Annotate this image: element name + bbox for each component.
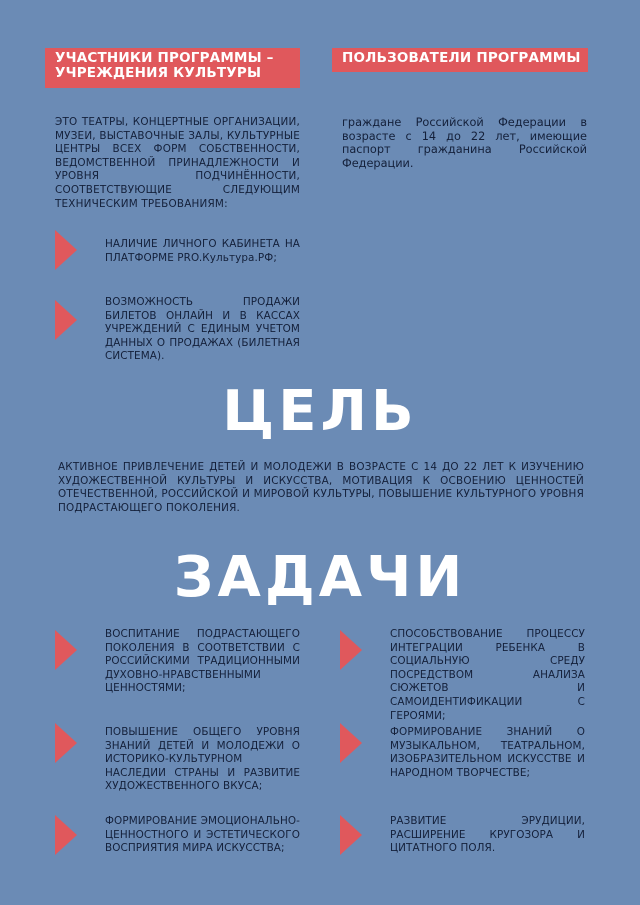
- participants-description: ЭТО ТЕАТРЫ, КОНЦЕРТНЫЕ ОРГАНИЗАЦИИ, МУЗЕИ, ВЫСТАВОЧНЫЕ ЗАЛЫ, КУЛЬТУРНЫЕ ЦЕНТРЫ ВСЕХ ФОРМ СОБСТВЕННОСТИ, ВЕДОМСТВЕННОЙ ПРИНАДЛЕЖНОСТИ И УРОВНЯ ПОДЧИНЁННОСТИ, СООТВЕТСТВУЮЩИЕ СЛЕДУЮЩИМ ТЕХНИЧЕСКИМ ТРЕБОВАНИЯМ:: [55, 116, 300, 210]
- task-item: СПОСОБСТВОВАНИЕ ПРОЦЕССУ ИНТЕГРАЦИИ РЕБЕНКА В СОЦИАЛЬНУЮ СРЕДУ ПОСРЕДСТВОМ АНАЛИЗА СЮЖЕТОВ И САМОИДЕНТИФИКАЦИИ С ГЕРОЯМИ;: [390, 628, 585, 722]
- task-item: ФОРМИРОВАНИЕ ЭМОЦИОНАЛЬНО-ЦЕННОСТНОГО И ЭСТЕТИЧЕСКОГО ВОСПРИЯТИЯ МИРА ИСКУССТВА;: [105, 815, 300, 855]
- task-item: ФОРМИРОВАНИЕ ЗНАНИЙ О МУЗЫКАЛЬНОМ, ТЕАТРАЛЬНОМ, ИЗОБРАЗИТЕЛЬНОМ ИСКУССТВЕ И НАРОДНОМ ТВОРЧЕСТВЕ;: [390, 726, 585, 779]
- participants-title: [45, 48, 300, 88]
- task-item: ПОВЫШЕНИЕ ОБЩЕГО УРОВНЯ ЗНАНИЙ ДЕТЕЙ И МОЛОДЕЖИ О ИСТОРИКО-КУЛЬТУРНОМ НАСЛЕДИИ СТРАНЫ И РАЗВИТИЕ ХУДОЖЕСТВЕННОГО ВКУСА;: [105, 726, 300, 793]
- arrow-bullet-icon: [340, 723, 362, 763]
- arrow-bullet-icon: [55, 300, 77, 340]
- arrow-bullet-icon: [340, 630, 362, 670]
- requirement-item: ВОЗМОЖНОСТЬ ПРОДАЖИ БИЛЕТОВ ОНЛАЙН И В КАССАХ УЧРЕЖДЕНИЙ С ЕДИНЫМ УЧЕТОМ ДАННЫХ О ПРОДАЖАХ (БИЛЕТНАЯ СИСТЕМА).: [105, 296, 300, 363]
- participants-title-line2: УЧРЕЖДЕНИЯ КУЛЬТУРЫ: [55, 65, 262, 81]
- users-description: граждане Российской Федерации в возрасте с 14 до 22 лет, имеющие паспорт гражданина Российской Федерации.: [342, 116, 587, 170]
- task-item: РАЗВИТИЕ ЭРУДИЦИИ, РАСШИРЕНИЕ КРУГОЗОРА И ЦИТАТНОГО ПОЛЯ.: [390, 815, 585, 855]
- arrow-bullet-icon: [340, 815, 362, 855]
- arrow-bullet-icon: [55, 815, 77, 855]
- participants-title-line1: УЧАСТНИКИ ПРОГРАММЫ –: [55, 50, 274, 66]
- task-item: ВОСПИТАНИЕ ПОДРАСТАЮЩЕГО ПОКОЛЕНИЯ В СООТВЕТСТВИИ С РОССИЙСКИМИ ТРАДИЦИОННЫМИ ДУХОВНО-НРАВСТВЕННЫМИ ЦЕННОСТЯМИ;: [105, 628, 300, 695]
- goal-heading: ЦЕЛЬ: [222, 379, 418, 444]
- tasks-heading: ЗАДАЧИ: [173, 545, 467, 610]
- users-title: [332, 48, 588, 72]
- requirement-item: НАЛИЧИЕ ЛИЧНОГО КАБИНЕТА НА ПЛАТФОРМЕ PRO.Культура.РФ;: [105, 238, 300, 264]
- arrow-bullet-icon: [55, 230, 77, 270]
- arrow-bullet-icon: [55, 723, 77, 763]
- arrow-bullet-icon: [55, 630, 77, 670]
- users-title-text: ПОЛЬЗОВАТЕЛИ ПРОГРАММЫ: [342, 50, 581, 66]
- goal-text: АКТИВНОЕ ПРИВЛЕЧЕНИЕ ДЕТЕЙ И МОЛОДЕЖИ В ВОЗРАСТЕ С 14 ДО 22 ЛЕТ К ИЗУЧЕНИЮ ХУДОЖЕСТВЕННОЙ КУЛЬТУРЫ И ИСКУССТВА, МОТИВАЦИЯ К ОСВОЕНИЮ ЦЕННОСТЕЙ ОТЕЧЕСТВЕННОЙ, РОССИЙСКОЙ И МИРОВОЙ КУЛЬТУРЫ, ПОВЫШЕНИЕ КУЛЬТУРНОГО УРОВНЯ ПОДРАСТАЮЩЕГО ПОКОЛЕНИЯ.: [58, 461, 584, 514]
